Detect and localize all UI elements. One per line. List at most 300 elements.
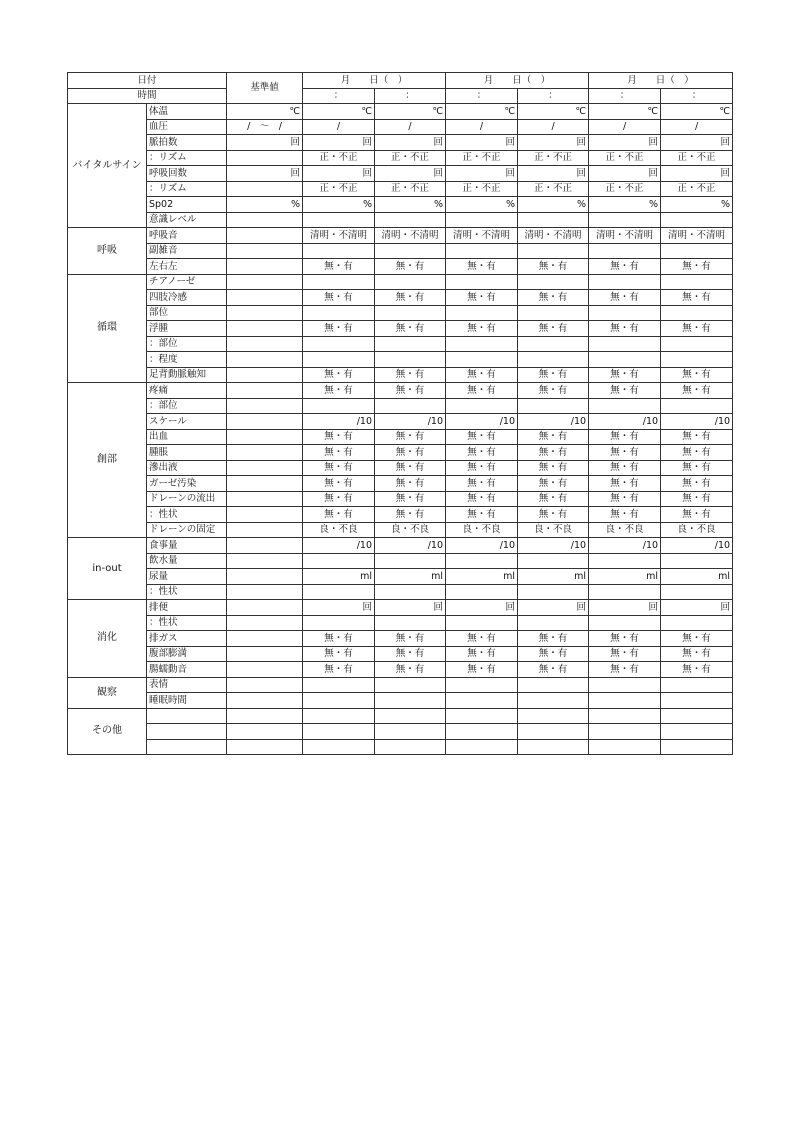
entry-cell[interactable]: 無・有 — [589, 491, 661, 507]
baseline-cell[interactable] — [227, 321, 303, 337]
baseline-cell[interactable] — [227, 507, 303, 523]
entry-cell[interactable]: 無・有 — [375, 491, 446, 507]
entry-cell[interactable] — [661, 724, 733, 740]
entry-cell[interactable]: 無・有 — [518, 662, 589, 678]
entry-cell[interactable] — [518, 739, 589, 755]
entry-cell[interactable]: 無・有 — [589, 429, 661, 445]
entry-cell[interactable]: 無・有 — [589, 321, 661, 337]
entry-cell[interactable]: ml — [375, 569, 446, 585]
entry-cell[interactable]: ml — [303, 569, 375, 585]
entry-cell[interactable] — [518, 336, 589, 352]
entry-cell[interactable] — [661, 708, 733, 724]
entry-cell[interactable]: ℃ — [446, 104, 518, 120]
entry-cell[interactable]: 無・有 — [661, 631, 733, 647]
entry-cell[interactable]: 回 — [589, 166, 661, 182]
baseline-cell[interactable] — [227, 259, 303, 275]
entry-cell[interactable] — [589, 708, 661, 724]
entry-cell[interactable] — [446, 336, 518, 352]
entry-cell[interactable] — [661, 615, 733, 631]
entry-cell[interactable]: 無・有 — [518, 445, 589, 461]
entry-cell[interactable] — [446, 693, 518, 709]
entry-cell[interactable]: 無・有 — [303, 259, 375, 275]
entry-cell[interactable] — [589, 243, 661, 259]
baseline-cell[interactable] — [227, 367, 303, 383]
entry-cell[interactable]: 無・有 — [589, 631, 661, 647]
entry-cell[interactable]: 無・有 — [375, 290, 446, 306]
entry-cell[interactable] — [446, 398, 518, 414]
entry-cell[interactable] — [661, 693, 733, 709]
entry-cell[interactable]: 無・有 — [589, 460, 661, 476]
entry-cell[interactable]: 無・有 — [518, 460, 589, 476]
entry-cell[interactable]: 無・有 — [303, 429, 375, 445]
entry-cell[interactable]: 無・有 — [589, 445, 661, 461]
entry-cell[interactable]: 無・有 — [303, 507, 375, 523]
entry-cell[interactable]: 無・有 — [375, 383, 446, 399]
baseline-cell[interactable] — [227, 212, 303, 228]
entry-cell[interactable]: 無・有 — [589, 476, 661, 492]
baseline-cell[interactable] — [227, 228, 303, 244]
entry-cell[interactable]: 無・有 — [446, 662, 518, 678]
baseline-cell[interactable] — [227, 274, 303, 290]
baseline-cell[interactable] — [227, 243, 303, 259]
entry-cell[interactable]: 無・有 — [589, 259, 661, 275]
entry-cell[interactable] — [375, 553, 446, 569]
entry-cell[interactable]: 清明・不清明 — [446, 228, 518, 244]
entry-cell[interactable]: 無・有 — [303, 367, 375, 383]
entry-cell[interactable]: 無・有 — [375, 321, 446, 337]
entry-cell[interactable] — [589, 212, 661, 228]
entry-cell[interactable]: 良・不良 — [661, 522, 733, 538]
entry-cell[interactable]: 正・不正 — [589, 150, 661, 166]
baseline-cell[interactable] — [227, 584, 303, 600]
entry-cell[interactable]: 良・不良 — [375, 522, 446, 538]
entry-cell[interactable]: 無・有 — [518, 507, 589, 523]
entry-cell[interactable]: /10 — [518, 538, 589, 554]
entry-cell[interactable]: 無・有 — [589, 383, 661, 399]
entry-cell[interactable]: 無・有 — [303, 662, 375, 678]
entry-cell[interactable]: ℃ — [661, 104, 733, 120]
baseline-cell[interactable] — [227, 631, 303, 647]
entry-cell[interactable]: 無・有 — [303, 631, 375, 647]
entry-cell[interactable]: 無・有 — [661, 460, 733, 476]
entry-cell[interactable]: ml — [589, 569, 661, 585]
baseline-cell[interactable] — [227, 460, 303, 476]
entry-cell[interactable] — [446, 677, 518, 693]
entry-cell[interactable]: 回 — [375, 135, 446, 151]
baseline-cell[interactable] — [227, 662, 303, 678]
entry-cell[interactable]: ℃ — [303, 104, 375, 120]
entry-cell[interactable] — [661, 336, 733, 352]
baseline-cell[interactable] — [227, 491, 303, 507]
entry-cell[interactable]: 無・有 — [375, 662, 446, 678]
baseline-cell[interactable] — [227, 290, 303, 306]
baseline-cell[interactable] — [227, 708, 303, 724]
baseline-cell[interactable] — [227, 398, 303, 414]
entry-cell[interactable]: 回 — [661, 135, 733, 151]
entry-cell[interactable] — [589, 398, 661, 414]
entry-cell[interactable] — [375, 243, 446, 259]
entry-cell[interactable]: % — [446, 197, 518, 213]
entry-cell[interactable]: 無・有 — [446, 631, 518, 647]
entry-cell[interactable]: 無・有 — [589, 367, 661, 383]
entry-cell[interactable]: /10 — [375, 538, 446, 554]
entry-cell[interactable] — [589, 305, 661, 321]
entry-cell[interactable] — [518, 305, 589, 321]
entry-cell[interactable]: ml — [446, 569, 518, 585]
entry-cell[interactable]: 無・有 — [375, 476, 446, 492]
baseline-cell[interactable]: / 〜 / — [227, 119, 303, 135]
entry-cell[interactable]: 無・有 — [446, 491, 518, 507]
entry-cell[interactable] — [303, 677, 375, 693]
entry-cell[interactable] — [518, 212, 589, 228]
entry-cell[interactable]: 回 — [375, 600, 446, 616]
baseline-cell[interactable] — [227, 724, 303, 740]
entry-cell[interactable]: /10 — [446, 414, 518, 430]
entry-cell[interactable] — [589, 724, 661, 740]
entry-cell[interactable]: ℃ — [518, 104, 589, 120]
entry-cell[interactable] — [518, 615, 589, 631]
entry-cell[interactable]: 無・有 — [661, 367, 733, 383]
entry-cell[interactable] — [446, 305, 518, 321]
entry-cell[interactable]: 無・有 — [446, 367, 518, 383]
entry-cell[interactable]: 無・有 — [661, 507, 733, 523]
entry-cell[interactable] — [446, 274, 518, 290]
entry-cell[interactable]: /10 — [375, 414, 446, 430]
entry-cell[interactable]: 回 — [446, 135, 518, 151]
entry-cell[interactable] — [661, 739, 733, 755]
entry-cell[interactable]: 無・有 — [446, 321, 518, 337]
entry-cell[interactable] — [375, 274, 446, 290]
entry-cell[interactable] — [375, 398, 446, 414]
entry-cell[interactable] — [518, 724, 589, 740]
entry-cell[interactable] — [518, 693, 589, 709]
entry-cell[interactable]: 正・不正 — [303, 150, 375, 166]
time-cell[interactable]: ： — [518, 88, 589, 104]
entry-cell[interactable]: 無・有 — [661, 290, 733, 306]
entry-cell[interactable]: 無・有 — [518, 367, 589, 383]
entry-cell[interactable]: 無・有 — [589, 290, 661, 306]
entry-cell[interactable]: /10 — [446, 538, 518, 554]
entry-cell[interactable] — [303, 708, 375, 724]
entry-cell[interactable] — [446, 584, 518, 600]
time-cell[interactable]: ： — [661, 88, 733, 104]
entry-cell[interactable]: 無・有 — [375, 460, 446, 476]
entry-cell[interactable]: 回 — [303, 600, 375, 616]
entry-cell[interactable]: 無・有 — [375, 507, 446, 523]
baseline-cell[interactable] — [227, 600, 303, 616]
entry-cell[interactable] — [661, 243, 733, 259]
entry-cell[interactable] — [446, 708, 518, 724]
entry-cell[interactable]: 無・有 — [661, 646, 733, 662]
entry-cell[interactable] — [375, 739, 446, 755]
baseline-cell[interactable] — [227, 383, 303, 399]
entry-cell[interactable] — [661, 274, 733, 290]
entry-cell[interactable] — [661, 553, 733, 569]
entry-cell[interactable]: 回 — [446, 600, 518, 616]
time-cell[interactable]: ： — [589, 88, 661, 104]
entry-cell[interactable] — [589, 352, 661, 368]
entry-cell[interactable]: 正・不正 — [375, 150, 446, 166]
entry-cell[interactable] — [375, 212, 446, 228]
entry-cell[interactable] — [661, 212, 733, 228]
entry-cell[interactable]: 回 — [303, 135, 375, 151]
entry-cell[interactable]: 無・有 — [303, 383, 375, 399]
entry-cell[interactable] — [518, 677, 589, 693]
entry-cell[interactable] — [589, 336, 661, 352]
entry-cell[interactable]: 無・有 — [589, 646, 661, 662]
entry-cell[interactable]: 無・有 — [375, 429, 446, 445]
entry-cell[interactable] — [375, 693, 446, 709]
entry-cell[interactable]: % — [518, 197, 589, 213]
entry-cell[interactable]: 回 — [518, 600, 589, 616]
entry-cell[interactable]: 回 — [518, 166, 589, 182]
entry-cell[interactable]: 無・有 — [446, 476, 518, 492]
entry-cell[interactable]: 無・有 — [661, 476, 733, 492]
entry-cell[interactable]: 無・有 — [446, 290, 518, 306]
entry-cell[interactable]: 無・有 — [589, 662, 661, 678]
entry-cell[interactable]: 無・有 — [518, 491, 589, 507]
entry-cell[interactable]: 正・不正 — [661, 150, 733, 166]
date-cell[interactable]: 月 日（ ） — [446, 73, 589, 89]
entry-cell[interactable] — [589, 693, 661, 709]
baseline-cell[interactable] — [227, 336, 303, 352]
entry-cell[interactable]: 無・有 — [446, 429, 518, 445]
entry-cell[interactable]: 無・有 — [661, 429, 733, 445]
entry-cell[interactable] — [661, 398, 733, 414]
entry-cell[interactable] — [375, 677, 446, 693]
entry-cell[interactable]: 無・有 — [589, 507, 661, 523]
entry-cell[interactable]: 無・有 — [375, 631, 446, 647]
baseline-cell[interactable]: 回 — [227, 135, 303, 151]
baseline-cell[interactable] — [227, 305, 303, 321]
entry-cell[interactable]: 無・有 — [518, 476, 589, 492]
entry-cell[interactable]: 無・有 — [303, 646, 375, 662]
entry-cell[interactable]: ml — [661, 569, 733, 585]
entry-cell[interactable]: 無・有 — [661, 383, 733, 399]
entry-cell[interactable]: 無・有 — [303, 290, 375, 306]
entry-cell[interactable]: 良・不良 — [518, 522, 589, 538]
entry-cell[interactable] — [303, 615, 375, 631]
entry-cell[interactable]: 無・有 — [303, 460, 375, 476]
entry-cell[interactable]: /10 — [589, 414, 661, 430]
entry-cell[interactable] — [446, 352, 518, 368]
entry-cell[interactable] — [375, 584, 446, 600]
baseline-cell[interactable] — [227, 522, 303, 538]
entry-cell[interactable]: 無・有 — [375, 646, 446, 662]
entry-cell[interactable]: 無・有 — [446, 460, 518, 476]
entry-cell[interactable]: 正・不正 — [518, 150, 589, 166]
entry-cell[interactable]: % — [303, 197, 375, 213]
entry-cell[interactable]: 正・不正 — [375, 181, 446, 197]
entry-cell[interactable]: 正・不正 — [589, 181, 661, 197]
entry-cell[interactable]: 回 — [446, 166, 518, 182]
date-cell[interactable]: 月 日（ ） — [589, 73, 733, 89]
baseline-cell[interactable] — [227, 476, 303, 492]
baseline-cell[interactable] — [227, 646, 303, 662]
entry-cell[interactable]: 正・不正 — [446, 181, 518, 197]
entry-cell[interactable]: 無・有 — [446, 445, 518, 461]
entry-cell[interactable] — [446, 212, 518, 228]
baseline-cell[interactable]: % — [227, 197, 303, 213]
entry-cell[interactable] — [375, 352, 446, 368]
baseline-cell[interactable] — [227, 445, 303, 461]
date-cell[interactable]: 月 日（ ） — [303, 73, 446, 89]
entry-cell[interactable] — [589, 553, 661, 569]
entry-cell[interactable] — [589, 739, 661, 755]
entry-cell[interactable]: 清明・不清明 — [303, 228, 375, 244]
entry-cell[interactable]: /10 — [303, 538, 375, 554]
entry-cell[interactable]: 回 — [661, 600, 733, 616]
entry-cell[interactable]: 良・不良 — [303, 522, 375, 538]
entry-cell[interactable]: 無・有 — [661, 445, 733, 461]
entry-cell[interactable]: 無・有 — [375, 445, 446, 461]
entry-cell[interactable] — [518, 352, 589, 368]
entry-cell[interactable] — [518, 584, 589, 600]
entry-cell[interactable] — [446, 739, 518, 755]
entry-cell[interactable]: 清明・不清明 — [375, 228, 446, 244]
entry-cell[interactable]: % — [661, 197, 733, 213]
entry-cell[interactable] — [375, 724, 446, 740]
entry-cell[interactable]: 無・有 — [375, 259, 446, 275]
entry-cell[interactable]: 正・不正 — [303, 181, 375, 197]
baseline-cell[interactable]: 回 — [227, 166, 303, 182]
entry-cell[interactable]: 清明・不清明 — [518, 228, 589, 244]
entry-cell[interactable]: 無・有 — [518, 429, 589, 445]
entry-cell[interactable] — [303, 724, 375, 740]
baseline-cell[interactable] — [227, 569, 303, 585]
entry-cell[interactable]: 無・有 — [518, 321, 589, 337]
entry-cell[interactable]: 無・有 — [518, 631, 589, 647]
entry-cell[interactable]: 良・不良 — [589, 522, 661, 538]
entry-cell[interactable]: /10 — [518, 414, 589, 430]
entry-cell[interactable]: 無・有 — [303, 445, 375, 461]
entry-cell[interactable]: /10 — [589, 538, 661, 554]
entry-cell[interactable]: 正・不正 — [518, 181, 589, 197]
entry-cell[interactable] — [303, 243, 375, 259]
entry-cell[interactable] — [446, 243, 518, 259]
entry-cell[interactable]: /10 — [661, 414, 733, 430]
entry-cell[interactable]: 無・有 — [518, 383, 589, 399]
entry-cell[interactable]: 正・不正 — [446, 150, 518, 166]
entry-cell[interactable]: 無・有 — [446, 259, 518, 275]
entry-cell[interactable] — [518, 274, 589, 290]
entry-cell[interactable] — [303, 305, 375, 321]
entry-cell[interactable] — [303, 274, 375, 290]
entry-cell[interactable]: 回 — [589, 135, 661, 151]
entry-cell[interactable]: ℃ — [589, 104, 661, 120]
entry-cell[interactable]: 無・有 — [518, 259, 589, 275]
entry-cell[interactable]: / — [589, 119, 661, 135]
entry-cell[interactable] — [589, 584, 661, 600]
entry-cell[interactable] — [446, 553, 518, 569]
baseline-cell[interactable] — [227, 414, 303, 430]
time-cell[interactable]: ： — [446, 88, 518, 104]
entry-cell[interactable]: / — [375, 119, 446, 135]
entry-cell[interactable]: 無・有 — [375, 367, 446, 383]
baseline-cell[interactable] — [227, 352, 303, 368]
entry-cell[interactable]: 無・有 — [518, 646, 589, 662]
entry-cell[interactable]: % — [589, 197, 661, 213]
entry-cell[interactable] — [303, 739, 375, 755]
entry-cell[interactable] — [661, 305, 733, 321]
entry-cell[interactable]: 回 — [518, 135, 589, 151]
baseline-cell[interactable] — [227, 538, 303, 554]
entry-cell[interactable]: 清明・不清明 — [661, 228, 733, 244]
entry-cell[interactable]: 無・有 — [303, 321, 375, 337]
entry-cell[interactable] — [375, 336, 446, 352]
entry-cell[interactable]: / — [446, 119, 518, 135]
entry-cell[interactable] — [589, 615, 661, 631]
entry-cell[interactable]: 無・有 — [661, 259, 733, 275]
baseline-cell[interactable] — [227, 693, 303, 709]
entry-cell[interactable]: 無・有 — [661, 321, 733, 337]
entry-cell[interactable]: 回 — [303, 166, 375, 182]
entry-cell[interactable] — [661, 584, 733, 600]
entry-cell[interactable]: 無・有 — [661, 491, 733, 507]
entry-cell[interactable]: /10 — [661, 538, 733, 554]
entry-cell[interactable]: /10 — [303, 414, 375, 430]
time-cell[interactable]: ： — [375, 88, 446, 104]
entry-cell[interactable]: ml — [518, 569, 589, 585]
entry-cell[interactable]: 無・有 — [446, 507, 518, 523]
entry-cell[interactable] — [303, 398, 375, 414]
entry-cell[interactable] — [446, 724, 518, 740]
entry-cell[interactable] — [518, 553, 589, 569]
entry-cell[interactable] — [589, 274, 661, 290]
entry-cell[interactable]: / — [303, 119, 375, 135]
entry-cell[interactable] — [303, 212, 375, 228]
entry-cell[interactable] — [303, 584, 375, 600]
entry-cell[interactable]: 無・有 — [446, 383, 518, 399]
entry-cell[interactable]: 無・有 — [303, 491, 375, 507]
entry-cell[interactable]: 回 — [661, 166, 733, 182]
entry-cell[interactable] — [446, 615, 518, 631]
entry-cell[interactable]: 無・有 — [661, 662, 733, 678]
entry-cell[interactable] — [303, 693, 375, 709]
entry-cell[interactable]: % — [375, 197, 446, 213]
entry-cell[interactable]: 無・有 — [303, 476, 375, 492]
baseline-cell[interactable] — [227, 429, 303, 445]
entry-cell[interactable] — [303, 336, 375, 352]
entry-cell[interactable] — [518, 708, 589, 724]
entry-cell[interactable] — [661, 677, 733, 693]
entry-cell[interactable]: 回 — [589, 600, 661, 616]
entry-cell[interactable] — [589, 677, 661, 693]
entry-cell[interactable]: 良・不良 — [446, 522, 518, 538]
entry-cell[interactable]: 無・有 — [446, 646, 518, 662]
entry-cell[interactable] — [303, 553, 375, 569]
baseline-cell[interactable] — [227, 739, 303, 755]
time-cell[interactable]: ： — [303, 88, 375, 104]
entry-cell[interactable] — [518, 243, 589, 259]
entry-cell[interactable]: 清明・不清明 — [589, 228, 661, 244]
baseline-cell[interactable] — [227, 150, 303, 166]
entry-cell[interactable]: 正・不正 — [661, 181, 733, 197]
baseline-cell[interactable] — [227, 553, 303, 569]
baseline-cell[interactable]: ℃ — [227, 104, 303, 120]
entry-cell[interactable]: ℃ — [375, 104, 446, 120]
baseline-cell[interactable] — [227, 677, 303, 693]
entry-cell[interactable]: 無・有 — [518, 290, 589, 306]
entry-cell[interactable] — [375, 708, 446, 724]
entry-cell[interactable] — [661, 352, 733, 368]
entry-cell[interactable]: / — [518, 119, 589, 135]
entry-cell[interactable]: / — [661, 119, 733, 135]
entry-cell[interactable] — [375, 615, 446, 631]
entry-cell[interactable]: 回 — [375, 166, 446, 182]
entry-cell[interactable] — [303, 352, 375, 368]
entry-cell[interactable] — [375, 305, 446, 321]
